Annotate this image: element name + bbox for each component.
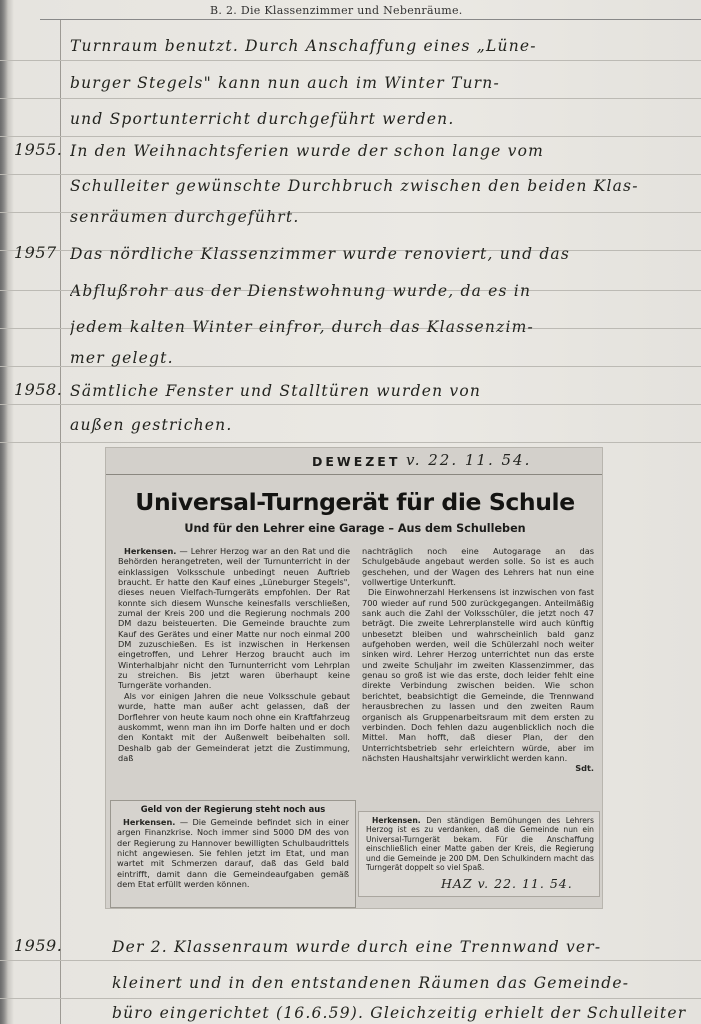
ruled-line <box>0 442 701 443</box>
dateline: Herkensen. <box>123 817 176 827</box>
handwritten-line: außen gestrichen. <box>70 416 233 434</box>
article-column-right <box>362 546 594 774</box>
article-subheadline: Und für den Lehrer eine Garage – Aus dem Schulleben <box>184 522 526 535</box>
clipping-header <box>106 448 602 475</box>
sidebar-article-box <box>110 800 356 908</box>
page-header: B. 2. Die Klassenzimmer und Nebenräume. <box>210 4 463 17</box>
ruled-line <box>0 998 701 999</box>
handwritten-line: Abflußrohr aus der Dienstwohnung wurde, da es in <box>70 282 532 300</box>
ruled-line <box>0 960 701 961</box>
ruled-line <box>0 404 701 405</box>
handwritten-line: Turnraum benutzt. Durch Anschaffung eines „Lüne- <box>70 37 537 55</box>
article-paragraph: nachträglich noch eine Autogarage an das Schulgebäude angebaut werden solle. So ist es auch geschehen, und der Wagen des Lehrers hat nun eine vollwertige Unterkunft. <box>362 546 594 588</box>
box-text <box>117 817 349 889</box>
handwritten-line: Sämtliche Fenster und Stalltüren wurden von <box>70 382 482 400</box>
entry-year: 1955. <box>14 140 63 159</box>
article-paragraph <box>366 816 594 872</box>
paragraph-text: — Lehrer Herzog war an den Rat und die Behörden herangetreten, weil der Turnunterricht in der einklassigen Volksschule unbedingt neuen Auftrieb braucht. Er hatte den Kauf eines „Lüneburger Stegels", dieses neuen Vielfach-Turngeräts empfohlen. Der Rat konnte sich diesem Wunsche keinesfalls verschließen, zumal der Kreis 200 und die Regierung nochmals 200 DM dazu beisteuerten. Die Gemeinde brauchte zum Kauf des Gerätes und einer Matte nur noch einmal 200 DM zuzuschießen. Es ist inzwischen in Herkensen eingetroffen, und Lehrer Herzog braucht auch im Winterhalbjahr nicht den Turnunterricht vom Lehrplan zu streichen. Bis jetzt waren überhaupt keine Turngeräte vorhanden. <box>118 546 350 691</box>
handwritten-line: senräumen durchgeführt. <box>70 208 300 226</box>
paragraph-text: Den ständigen Bemühungen des Lehrers Herzog ist es zu verdanken, daß die Gemeinde nun ein Universal-Turngerät bekam. Für die Anschaffung einschließlich einer Matte gaben der Kreis, die Regierung und die Gemeinde je 200 DM. Den Schulkindern macht das Turngerät doppelt so viel Spaß. <box>366 816 594 873</box>
ruled-line <box>0 60 701 61</box>
article-column-left <box>118 546 350 763</box>
article-paragraph: Als vor einigen Jahren die neue Volksschule gebaut wurde, hatte man außer acht gelassen, daß der Dorflehrer von heute kaum noch ohne ein Kraftfahrzeug auskommt, wenn man ihn im Dorfe halten und er doch den Kontakt mit der Außenwelt beibehalten soll. Deshalb gab der Gemeinderat jetzt die Zustimmung, daß <box>118 690 350 763</box>
article-paragraph <box>117 817 349 889</box>
ruled-line <box>0 98 701 99</box>
box-title: Geld von der Regierung steht noch aus <box>140 804 326 814</box>
handwritten-line: Das nördliche Klassenzimmer wurde renoviert, und das <box>70 245 571 263</box>
header-rule <box>40 19 701 20</box>
second-clipping-box <box>358 811 600 897</box>
box-text <box>366 816 594 872</box>
newspaper-masthead: DEWEZET <box>312 454 401 469</box>
handwritten-line: Der 2. Klassenraum wurde durch eine Trennwand ver- <box>112 938 602 956</box>
handwritten-line: und Sportunterricht durchgeführt werden. <box>70 110 455 128</box>
handwritten-line: Schulleiter gewünschte Durchbruch zwischen den beiden Klas- <box>70 177 639 195</box>
handwritten-line: In den Weihnachtsferien wurde der schon lange vom <box>70 142 545 160</box>
clipping-date-note: v. 22. 11. 54. <box>406 451 532 469</box>
entry-year: 1959. <box>14 936 63 955</box>
dateline: Herkensen. <box>372 816 421 825</box>
dateline: Herkensen. <box>124 546 177 556</box>
paragraph-text: — Die Gemeinde befindet sich in einer argen Finanzkrise. Noch immer sind 5000 DM des von der Regierung zu Hannover bewilligten Schulbaudrittels nicht angewiesen. Sie fehlen jetzt im Etat, und man wartet mit Schmerzen darauf, daß das Geld bald eintrifft, damit dann die Gemeindeaufgaben gemäß dem Etat erfüllt werden können. <box>117 817 349 890</box>
ruled-line <box>0 174 701 175</box>
handwritten-line: mer gelegt. <box>70 349 174 367</box>
handwritten-source-note: HAZ v. 22. 11. 54. <box>441 876 573 891</box>
article-paragraph <box>118 546 350 691</box>
page-binding-shadow <box>0 0 8 1024</box>
article-headline: Universal-Turngerät für die Schule <box>135 488 575 516</box>
margin-line <box>60 20 61 1024</box>
ruled-line <box>0 136 701 137</box>
handwritten-line: burger Stegels" kann nun auch im Winter Turn- <box>70 74 500 92</box>
author-signature: Sdt. <box>575 763 594 774</box>
handwritten-line: büro eingerichtet (16.6.59). Gleichzeitig erhielt der Schulleiter <box>112 1004 687 1022</box>
entry-year: 1957 <box>14 243 57 262</box>
newspaper-clipping <box>106 448 602 908</box>
article-paragraph: Die Einwohnerzahl Herkensens ist inzwischen von fast 700 wieder auf rund 500 zurückgegangen. Anteilmäßig sank auch die Zahl der Volksschüler, die jetzt noch 47 beträgt. Die zweite Lehrerplanstelle wird auch künftig unbesetzt bleiben und wahrscheinlich bald ganz aufgehoben werden, weil die Schülerzahl noch weiter sinken wird. Lehrer Herzog unterrichtet nun das erste und zweite Schuljahr im zweiten Klassenzimmer, das genau so groß ist wie das erste, doch leider fehlt eine direkte Verbindung zwischen beiden. Wie schon berichtet, beabsichtigt die Gemeinde, die Trennwand herausbrechen zu lassen und den zweiten Raum organisch als Gruppenarbeitsraum mit dem ersten zu verbinden. Doch fehlen dazu augenblicklich noch die Mittel. Man hofft, daß dieser Plan, der den Unterrichtsbetrieb sehr erleichtern würde, aber im nächsten Haushaltsjahr verwirklicht werden kann. <box>362 587 594 763</box>
handwritten-line: kleinert und in den entstandenen Räumen das Gemeinde- <box>112 974 630 992</box>
handwritten-line: jedem kalten Winter einfror, durch das Klassenzim- <box>70 318 534 336</box>
entry-year: 1958. <box>14 380 63 399</box>
